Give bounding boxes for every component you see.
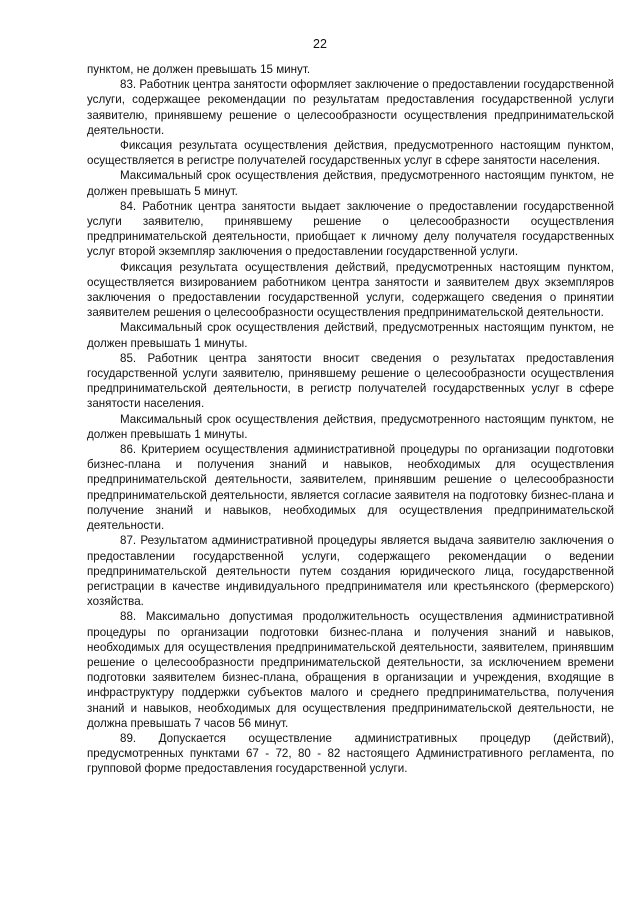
paragraph-84: 84. Работник центра занятости выдает заключение о предоставлении государственной услуги заявителю, принявшему решение о целесообразности осуществления предпринимательской деятельности, приобщает к личному делу получателя государственных услуг второй экземпляр заключения о предоставлении государственной услуги. <box>87 199 614 259</box>
paragraph-83-fixation: Фиксация результата осуществления действия, предусмотренного настоящим пунктом, осуществляется в регистре получателей государственных услуг в сфере занятости населения. <box>87 139 614 168</box>
paragraph-86: 86. Критерием осуществления административной процедуры по организации подготовки бизнес-плана и получения знаний и навыков, необходимых для осуществления предпринимательской деятельности, заявителем, принявшим решение о целесообразности предпринимательской деятельности, является согласие заявителя на подготовку бизнес-плана и получение знаний и навыков, необходимых для осуществления предпринимательской деятельности. <box>87 443 614 533</box>
paragraph-85: 85. Работник центра занятости вносит сведения о результатах предоставления государственной услуги заявителю, принявшему решение о целесообразности осуществления предпринимательской деятельности, в регистр получателей государственных услуг в сфере занятости населения. <box>87 351 614 411</box>
paragraph-83-deadline: Максимальный срок осуществления действия, предусмотренного настоящим пунктом, не должен превышать 5 минут. <box>87 169 614 198</box>
document-body <box>87 62 614 777</box>
paragraph-89: 89. Допускается осуществление административных процедур (действий), предусмотренных пунктами 67 - 72, 80 - 82 настоящего Административного регламента, по групповой форме предоставления государственной услуги. <box>87 731 614 776</box>
paragraph-continuation: пунктом, не должен превышать 15 минут. <box>87 63 311 76</box>
paragraph-88: 88. Максимально допустимая продолжительность осуществления административной процедуры по организации подготовки бизнес-плана и получения знаний и навыков, необходимых для осуществления предпринимательской деятельности, заявителем, принявшим решение о целесообразности предпринимательской деятельности, за исключением времени подготовки заявителем бизнес-плана, обращения в организации и учреждения, входящие в инфраструктуру поддержки субъектов малого и среднего предпринимательства, получения знаний и навыков, необходимых для осуществления предпринимательской деятельности, не должна превышать 7 часов 56 минут. <box>87 610 614 730</box>
paragraph-84-fixation: Фиксация результата осуществления действий, предусмотренных настоящим пунктом, осуществляется визированием работником центра занятости и заявителем двух экземпляров заключения о предоставлении государственной услуги, содержащего сведения о принятии заявителем решения о целесообразности осуществления предпринимательской деятельности. <box>87 260 614 320</box>
page-number: 22 <box>313 37 327 51</box>
paragraph-84-deadline: Максимальный срок осуществления действий, предусмотренных настоящим пунктом, не должен превышать 1 минуты. <box>87 321 614 350</box>
paragraph-83: 83. Работник центра занятости оформляет заключение о предоставлении государственной услуги, содержащее рекомендации по результатам предоставления государственной услуги заявителю, принявшему решение о целесообразности осуществления предпринимательской деятельности. <box>87 78 614 137</box>
paragraph-87: 87. Результатом административной процедуры является выдача заявителю заключения о предоставлении государственной услуги, содержащего рекомендации о ведении предпринимательской деятельности путем создания юридического лица, государственной регистрации в качестве индивидуального предпринимателя или крестьянского (фермерского) хозяйства. <box>87 534 614 609</box>
paragraph-85-deadline: Максимальный срок осуществления действия, предусмотренного настоящим пунктом, не должен превышать 1 минуты. <box>87 412 614 441</box>
